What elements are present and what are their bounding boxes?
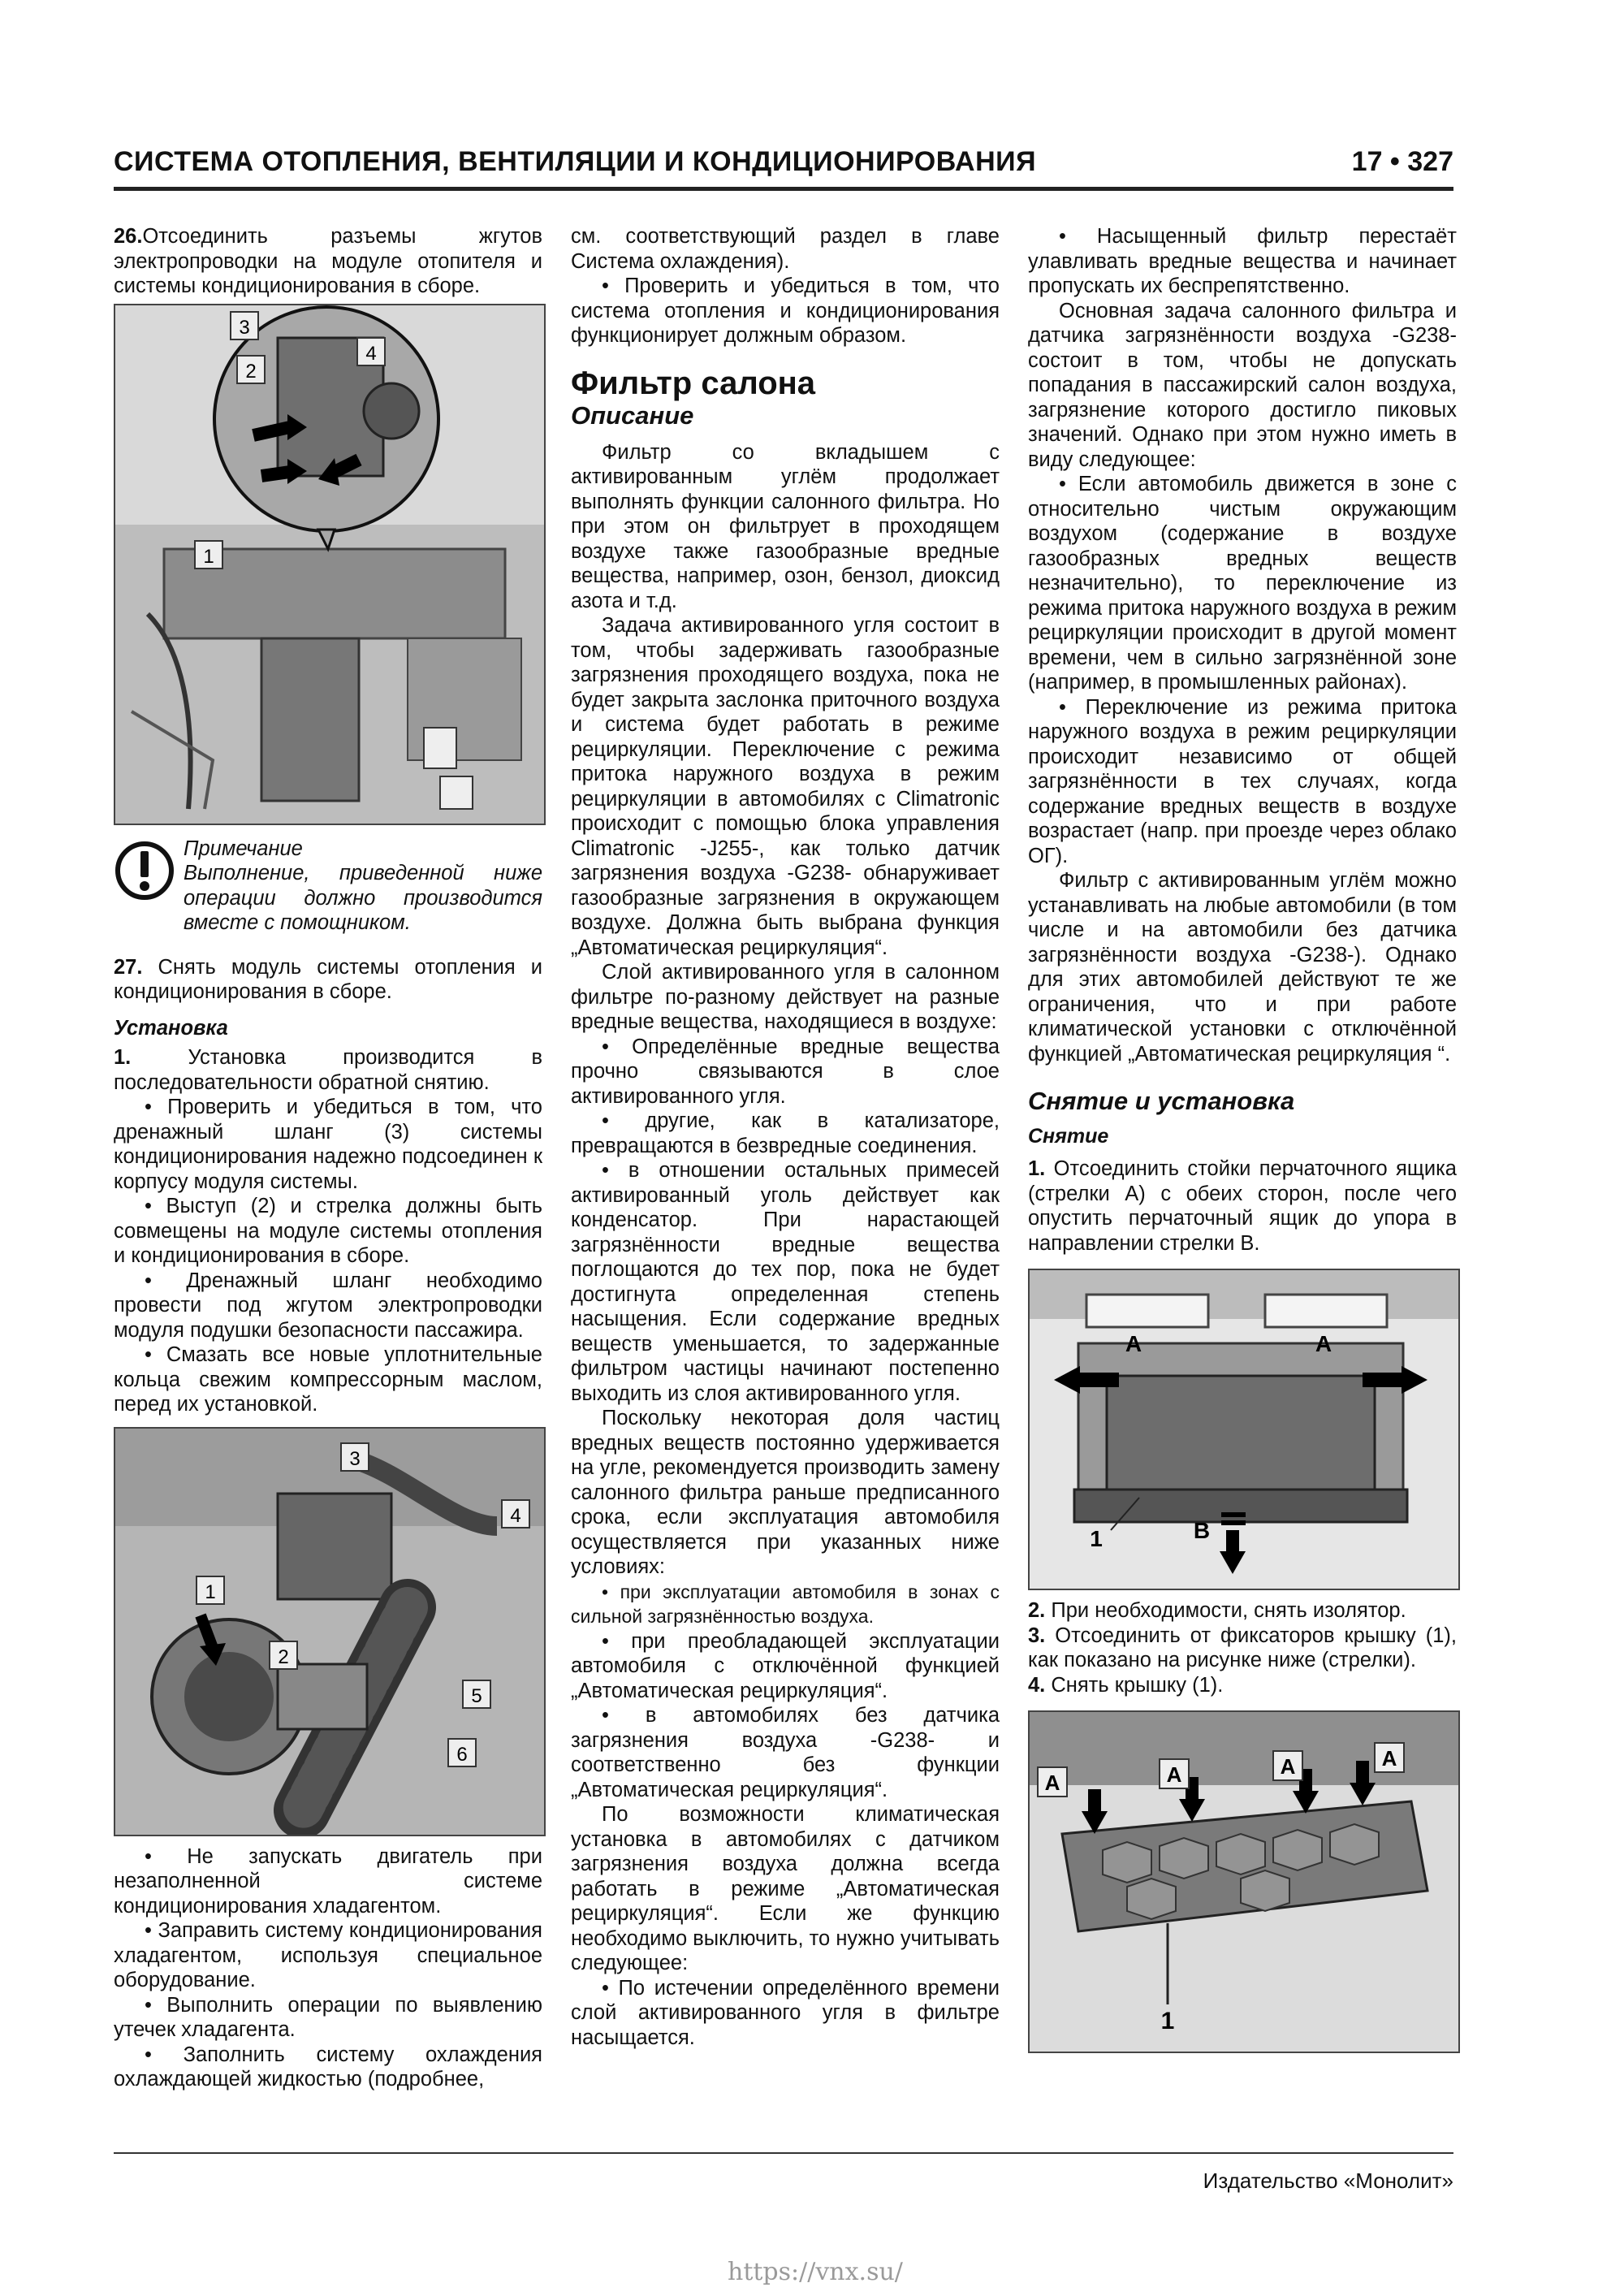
removal-step-3: 3. Отсоединить от фиксаторов крышку (1), как показано на рисунке ниже (стрелки). xyxy=(1028,1624,1457,1671)
main-task-paragraph: Основная задача салонного фильтра и датчика загрязнённости воздуха -G238- состоит в том, чтобы не допускать попадания в пассажирский салон воздуха, загрязнение которого достигло пиковых значений. Однако при этом нужно иметь в виду следующее: xyxy=(1028,299,1457,471)
figure-heater-connectors-art xyxy=(115,305,544,824)
column-1 xyxy=(114,224,542,2092)
fig4-label-a-2: A xyxy=(1166,1762,1182,1787)
install-bullet-2: • Выступ (2) и стрелка должны быть совмещены на модуле системы отопления и кондиционирования в сборе. xyxy=(114,1195,542,1267)
fig4-label-a-4: A xyxy=(1381,1746,1397,1771)
figure-glovebox xyxy=(1028,1269,1460,1590)
any-vehicle-paragraph: Фильтр с активированным углём можно устанавливать на любые автомобили (в том числе и на автомобили без датчика загрязнённости воздуха -G238-). Однако для этих автомобилей действуют те же ограничения, что и при работе климатической установки с отключённой функцией „Автоматическая рециркуляция “. xyxy=(1028,869,1457,1066)
desc-paragraph-5: По возможности климатическая установка в автомобилях с датчиком загрязнения воздуха должна всегда работать в режиме „Автоматическая рециркуляция“. Если же функцию необходимо выключить, то нужно учитывать следующее: xyxy=(571,1803,1000,1974)
publisher-name: Издательство «Монолит» xyxy=(1203,2168,1453,2193)
figure-heater-connectors xyxy=(114,304,546,825)
fig2-label-5: 5 xyxy=(471,1684,482,1707)
removal-step-2: 2. При необходимости, снять изолятор. xyxy=(1028,1599,1406,1622)
fig2-label-1: 1 xyxy=(205,1580,216,1603)
desc-bullet-3: • в отношении остальных примесей активированный уголь действует как конденсатор. При нарастающей загрязнённости вредные вещества поглощаются до тех пор, пока не будет достигнута определенная степень насыщения. Если содержание вредных веществ уменьшается, то задержанные фильтром частицы начинают постепенно выходить из слоя активированного угля. xyxy=(571,1159,1000,1405)
fig2-label-3: 3 xyxy=(349,1447,361,1470)
fig1-label-1: 1 xyxy=(203,545,214,568)
recirculation-bullet: • Переключение из режима притока наружного воздуха в режим рециркуляции происходит независимо от общей загрязнённости в тех случаях, когда содержание вредных веществ в воздухе возрастает (напр. при проезде через облако ОГ). xyxy=(1028,695,1457,867)
install-bullet-1: • Проверить и убедиться в том, что дренажный шланг (3) системы кондиционирования надежно подсоединен к корпусу модуля системы. xyxy=(114,1096,542,1193)
fig3-label-b: B xyxy=(1193,1518,1211,1543)
fig2-label-2: 2 xyxy=(278,1645,289,1668)
removal-subheading: Снятие xyxy=(1028,1124,1109,1148)
desc-bullet-5: • при преобладающей эксплуатации автомобиля с отключённой функцией „Автоматическая рециркуляция“. xyxy=(571,1629,1000,1702)
page-number: 17 • 327 xyxy=(1351,146,1453,177)
fig1-label-2: 2 xyxy=(245,360,257,383)
saturated-filter-bullet: • Насыщенный фильтр перестаёт улавливать вредные вещества и начинает пропускать их беспрепятственно. xyxy=(1028,225,1457,297)
footer-rule xyxy=(114,2152,1453,2154)
desc-bullet-7: • По истечении определённого времени слой активированного угля в фильтре насыщается. xyxy=(571,1976,1000,2049)
desc-bullet-2: • другие, как в катализаторе, превращаются в безвредные соединения. xyxy=(571,1109,1000,1157)
bullet-leak-check: • Выполнить операции по выявлению утечек хладагента. xyxy=(114,1993,542,2041)
column-3 xyxy=(1028,224,1457,2061)
step-27: 27. Снять модуль системы отопления и кондиционирования в сборе. xyxy=(114,955,542,1003)
fig2-label-6: 6 xyxy=(456,1743,468,1766)
removal-installation-heading: Снятие и установка xyxy=(1028,1087,1295,1115)
desc-bullet-1: • Определённые вредные вещества прочно связываются в слое активированного угля. xyxy=(571,1035,1000,1108)
description-heading: Описание xyxy=(571,401,694,430)
fig1-label-3: 3 xyxy=(239,316,250,339)
desc-paragraph-3: Слой активированного угля в салонном фильтре по-разному действует на разные вредные вещества, находящиеся в воздухе: xyxy=(571,961,1000,1033)
header-rule xyxy=(114,187,1453,191)
figure-filter-cover-art xyxy=(1030,1712,1458,2052)
check-system-bullet: • Проверить и убедиться в том, что система отопления и кондиционирования функционирует должным образом. xyxy=(571,275,1000,347)
chapter-title: СИСТЕМА ОТОПЛЕНИЯ, ВЕНТИЛЯЦИИ И КОНДИЦИОНИРОВАНИЯ xyxy=(114,146,1037,177)
note-text: Выполнение, приведенной ниже операции должно производится вместе с помощником. xyxy=(184,862,542,934)
fig4-label-a-3: A xyxy=(1280,1754,1296,1779)
fig2-label-4: 4 xyxy=(510,1504,521,1527)
figure-glovebox-art xyxy=(1030,1270,1458,1589)
fig3-label-1: 1 xyxy=(1090,1526,1103,1551)
desc-paragraph-1: Фильтр со вкладышем с активированным углём продолжает выполнять функции салонного фильтра. Но при этом он фильтрует в проходящем воздухе также газообразные вредные вещества, например, озон, бензол, диоксид азота и т.д. xyxy=(571,440,1000,612)
desc-bullet-6: • в автомобилях без датчика загрязнения воздуха -G238- и соответственно без функции „Автоматическая рециркуляция“. xyxy=(571,1704,1000,1801)
bullet-no-engine-start: • Не запускать двигатель при незаполненной системе кондиционирования хладагентом. xyxy=(114,1844,542,1918)
figure-drain-hose xyxy=(114,1427,546,1836)
note-title: Примечание xyxy=(184,837,303,860)
bullet-refill-refrigerant: • Заправить систему кондиционирования хладагентом, используя специальное оборудование. xyxy=(114,1919,542,1991)
fig4-label-1: 1 xyxy=(1160,2008,1175,2034)
section-title-cabin-filter: Фильтр салона xyxy=(571,365,816,401)
warning-exclamation-icon xyxy=(114,840,175,902)
desc-bullet-4: • при эксплуатации автомобиля в зонах с сильной загрязнённостью воздуха. xyxy=(571,1580,1000,1627)
clean-zone-bullet: • Если автомобиль движется в зоне с относительно чистым окружающим воздухом (содержание в воздухе газообразных вредных веществ незначительно), то переключение из режима притока наружного воздуха в режим рециркуляции происходит в другой момент времени, чем в сильно загрязнённой зоне (например, в промышленных районах). xyxy=(1028,473,1457,694)
cooling-reference: см. соответствующий раздел в главе Система охлаждения). xyxy=(571,225,1000,273)
fig1-label-4: 4 xyxy=(365,342,377,365)
note-box xyxy=(114,837,542,936)
fig3-label-a-right: A xyxy=(1315,1331,1332,1356)
fig4-label-a-1: A xyxy=(1044,1771,1060,1795)
page-header xyxy=(114,146,1453,184)
desc-paragraph-2: Задача активированного угля состоит в том, чтобы задерживать газообразные загрязнения проходящего воздуха, пока не будет закрыта заслонка приточного воздуха и система будет работать в режиме рециркуляции. Переключение с режима притока наружного воздуха в режим рециркуляции в автомобилях с Climatronic происходит с помощью блока управления Climatronic -J255-, как только датчик загрязнения воздуха -G238- обнаруживает газообразные загрязнения в окружающем воздухе. Должна быть выбрана функция „Автоматическая рециркуляция“. xyxy=(571,614,1000,959)
removal-step-1: 1. Отсоединить стойки перчаточного ящика (стрелки А) с обеих сторон, после чего опустить перчаточный ящик до упора в направлении стрелки В. xyxy=(1028,1157,1457,1255)
install-bullet-4: • Смазать все новые уплотнительные кольца свежим компрессорным маслом, перед их установкой. xyxy=(114,1343,542,1416)
figure-drain-hose-art xyxy=(115,1429,544,1835)
removal-step-4: 4. Снять крышку (1). xyxy=(1028,1673,1224,1697)
watermark-url[interactable]: https://vnx.su/ xyxy=(728,2258,903,2286)
desc-paragraph-4: Поскольку некоторая доля частиц вредных веществ постоянно удерживается на угле, рекомендуется производить замену салонного фильтра раньше предписанного срока, если эксплуатация автомобиля осуществляется при указанных ниже условиях: xyxy=(571,1407,1000,1578)
step-26: 26.Отсоединить разъемы жгутов электропроводки на модуле отопителя и системы кондиционирования в сборе. xyxy=(114,225,542,297)
install-bullet-3: • Дренажный шланг необходимо провести под жгутом электропроводки модуля подушки безопасности пассажира. xyxy=(114,1269,542,1342)
fig3-label-a-left: A xyxy=(1125,1331,1142,1356)
figure-filter-cover xyxy=(1028,1710,1460,2053)
bullet-fill-coolant: • Заполнить систему охлаждения охлаждающей жидкостью (подробнее, xyxy=(114,2043,542,2091)
install-heading: Установка xyxy=(114,1016,228,1040)
install-step-1: 1. Установка производится в последовательности обратной снятию. xyxy=(114,1046,543,1094)
column-2 xyxy=(571,224,1000,2050)
